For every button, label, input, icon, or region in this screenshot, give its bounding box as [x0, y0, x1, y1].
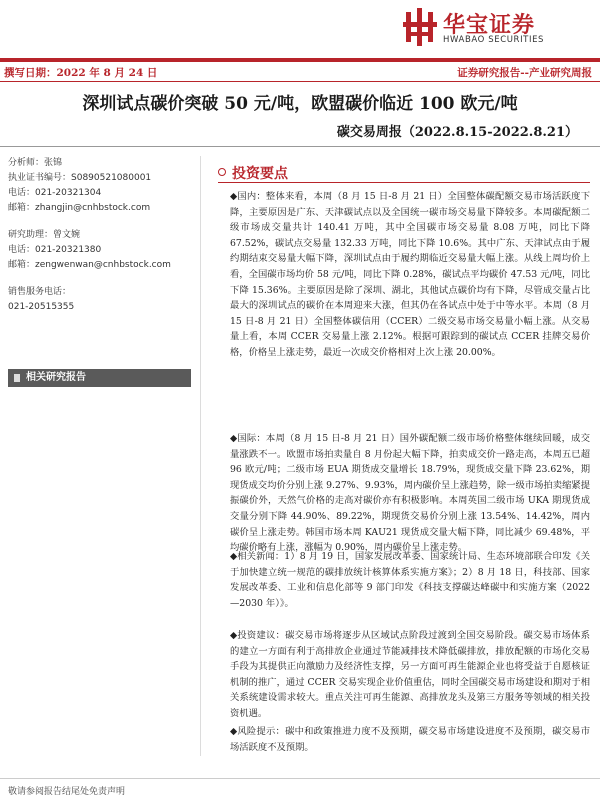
assistant-phone: 电话：021-20321380: [8, 245, 102, 255]
section-title: 投资要点: [232, 166, 288, 182]
paragraph-domestic: ◆国内：整体来看，本周（8 月 15 日-8 月 21 日）全国整体碳配额交易市场活跃度下降，主要原因是广东、天津碳试点以及全国统一碳市场交易量下降较多。本周碳配额二级市场成交量共计 140.41 万吨，其中全国碳市场交易量 8.08 万吨，同比下降 67.52%，碳试点交易量 132.33 万吨，同比下降 10.6%。其中广东、天津试点由于履约期结束交易量大幅下降，深圳试点由于履约期临近交易量大幅上涨。从线上周均价上看，全国碳市场均价 58 元/吨，同比下降 0.28%，碳试点平均碳价 47.53 元/吨，同比下降 15.36%。主要原因是除了深圳、湖北，其他试点碳价均有下降，尽管成交量占比最大的深圳试点的碳价在本周迎来大涨，但其仍在各试点中处于中等水平。本周（8 月 15 日-8 月 21 日）全国整体碳信用（CCER）二级交易市场交易量小幅上涨。从交易量上看，本周 CCER 交易量上涨 2.12%。根据可跟踪到的碳试点 CCER 挂牌交易价格，价格呈上涨走势，最近一次成交价格相对上次上涨 20.00%。: [230, 191, 590, 358]
analyst-cert: 执业证书编号：S0890521080001: [8, 173, 152, 183]
company-logo: [403, 6, 598, 50]
section-underline: [218, 182, 590, 183]
analyst-email[interactable]: 邮箱：zhangjin@cnhbstock.com: [8, 203, 151, 213]
hwabao-logo-icon: [403, 8, 437, 46]
assistant-email[interactable]: 邮箱：zengwenwan@cnhbstock.com: [8, 260, 171, 270]
paragraph-risk: ◆风险提示：碳中和政策推进力度不及预期，碳交易市场建设进度不及预期，碳交易市场活跃度不及预期。: [230, 726, 590, 753]
sales-label: 销售服务电话：: [8, 287, 72, 297]
footer-divider: [0, 778, 600, 779]
paragraph-investment-advice: ◆投资建议：碳交易市场将逐步从区域试点阶段过渡到全国交易阶段。碳交易市场体系的建立一方面有利于高排放企业通过节能减排技术降低碳排放，排放配额的市场化交易手段为其提供正向激励力及经济性支撑，另一方面可再生能源企业也将受益于自愿核证机制的推广，通过 CCER 交易实现企业价值重估，同时全国碳交易市场建设和期对于相关系统建设需求较大。重点关注可再生能源、高排放龙头及第三方服务等领域的相关投资机遇。: [230, 630, 590, 719]
disclaimer-note: 敬请参阅报告结尾处免责声明: [8, 787, 126, 797]
logo-chinese-name: 华宝证券: [443, 13, 536, 38]
related-reports-header[interactable]: [8, 369, 191, 387]
column-divider: [200, 156, 201, 756]
title-divider: [0, 146, 600, 147]
analyst-name: 分析师：张锦: [8, 158, 63, 168]
sales-phone: 021-20515355: [8, 302, 75, 312]
analyst-phone: 电话：021-20321304: [8, 188, 102, 198]
report-title: 深圳试点碳价突破 50 元/吨，欧盟碳价临近 100 欧元/吨: [82, 94, 518, 114]
report-date: 撰写日期：2022 年 8 月 24 日: [4, 67, 158, 79]
header-divider: [0, 81, 600, 82]
paragraph-international: ◆国际：本周（8 月 15 日-8 月 21 日）国外碳配额二级市场价格整体继续回暖，成交量涨跌不一。欧盟市场拍卖量自 8 月份起大幅下降，拍卖成交价一路走高，本周五已超 96 欧元/吨；二级市场 EUA 期货成交量增长 18.79%，现货成交量下降 23.62%，期现货成交均价分别上涨 9.27%、9.93%，周内碳价呈上涨趋势，除一级市场拍卖缩紧提振碳价外，天然气价格的走高对碳价亦有积极影响。本周英国二级市场 UKA 期现货成交量分别下降 44.90%、89.22%，期现货交易价分别上涨 13.54%、14.42%，周内碳价呈上涨走势。韩国市场本周 KAU21 现货成交量大幅下降，同比减少 69.48%，平均碳价略有上涨，涨幅为 0.90%，周内碳价呈上涨走势。: [230, 433, 590, 554]
report-type: 证券研究报告--产业研究周报: [457, 67, 592, 79]
related-reports-label: 相关研究报告: [26, 372, 86, 383]
author-info: [8, 156, 193, 315]
assistant-name: 研究助理：曾文婉: [8, 230, 81, 240]
report-subtitle: 碳交易周报（2022.8.15-2022.8.21）: [336, 125, 578, 140]
paragraph-news: ◆相关新闻：1）8 月 19 日，国家发展改革委、国家统计局、生态环境部联合印发《关于加快建立统一规范的碳排放统计核算体系实施方案》；2）8 月 18 日，科技部、国家发展改革委、工业和信息化部等 9 部门印发《科技支撑碳达峰碳中和实施方案（2022—2030 年）》。: [230, 551, 590, 609]
logo-english-name: HWABAO SECURITIES: [443, 35, 545, 45]
header-red-bar: [0, 58, 600, 62]
bar-marker-icon: [14, 374, 20, 382]
section-bullet-icon: [218, 168, 226, 176]
